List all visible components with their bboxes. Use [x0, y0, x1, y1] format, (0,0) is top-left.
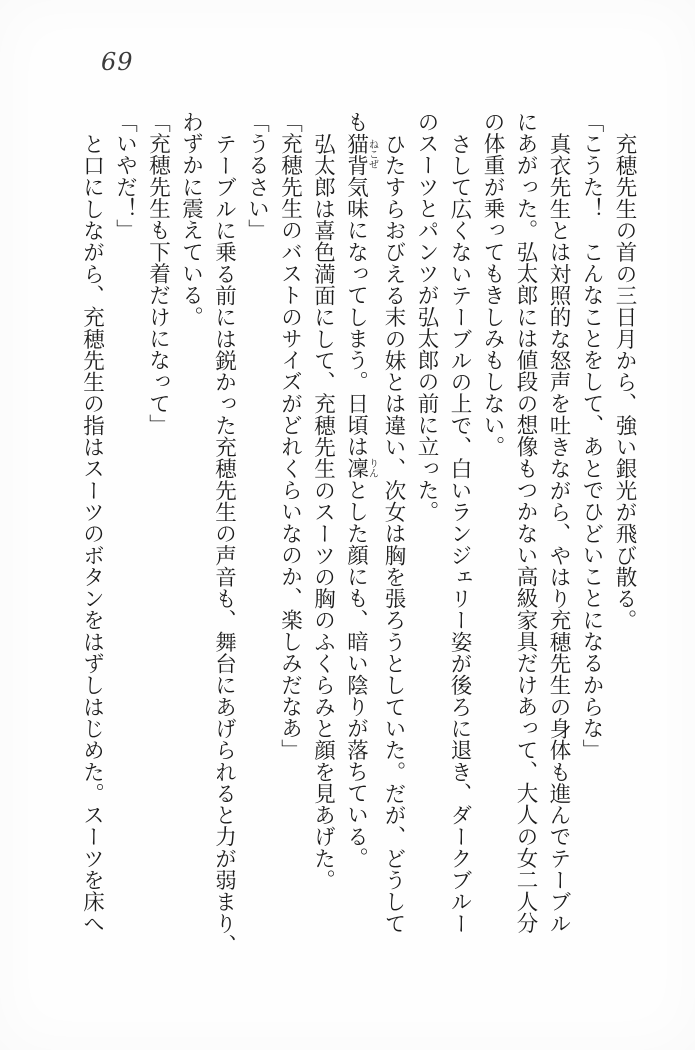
text-line: テーブルに乗る前には鋭かった充穂先生の声音も、舞台にあげられると力が弱まり、 — [211, 132, 237, 956]
text-line: 「こうた！ こんなことをして、あとでひどいことになるからな」 — [579, 111, 604, 761]
page-number: 69 — [101, 48, 134, 76]
text-line: 弘太郎は喜色満面にして、充穂先生のスーツの胸のふくらみと顔を見あげた。 — [310, 132, 336, 891]
furigana-term: 猫背ねこぜ — [343, 132, 378, 176]
text-line: のスーツとパンツが弘太郎の前に立った。 — [414, 111, 439, 523]
text-lines — [76, 111, 642, 959]
text-line: 充穂先生の首の三日月から、強い銀光が飛び散る。 — [612, 132, 637, 631]
text-line: にあがった。弘太郎には値段の想像もつかない高級家具だけあって、大人の女二人分 — [513, 111, 538, 934]
text-line: と口にしながら、充穂先生の指はスーツのボタンをはずしはじめた。スーツを床へ — [79, 132, 105, 934]
text-line: 「いやだ！」 — [112, 111, 138, 241]
furigana-term: 凜りん — [343, 457, 378, 480]
text-line: 「充穂先生のバストのサイズがどれくらいなのか、楽しみだなあ」 — [277, 111, 303, 761]
text-line: 「充穂先生も下着だけになって」 — [145, 111, 171, 436]
text-line: わずかに震えている。 — [178, 111, 204, 328]
text-line: 「うるさい」 — [244, 111, 270, 241]
text-line: も猫背ねこぜ気味になってしまう。日頃は凜りんとした顔にも、暗い陰りが落ちている。 — [343, 111, 378, 869]
text-line: の体重が乗ってもきしみもしない。 — [480, 111, 505, 458]
text-line: ひたすらおびえる末の妹とは違い、次女は胸を張ろうとしていた。だが、どうして — [381, 132, 406, 934]
text-line: さして広くないテーブルの上で、白いランジェリー姿が後ろに退き、ダークブルー — [447, 132, 472, 934]
text-line: 真衣先生とは対照的な怒声を吐きながら、やはり充穂先生の身体も進んでテーブル — [546, 132, 571, 934]
